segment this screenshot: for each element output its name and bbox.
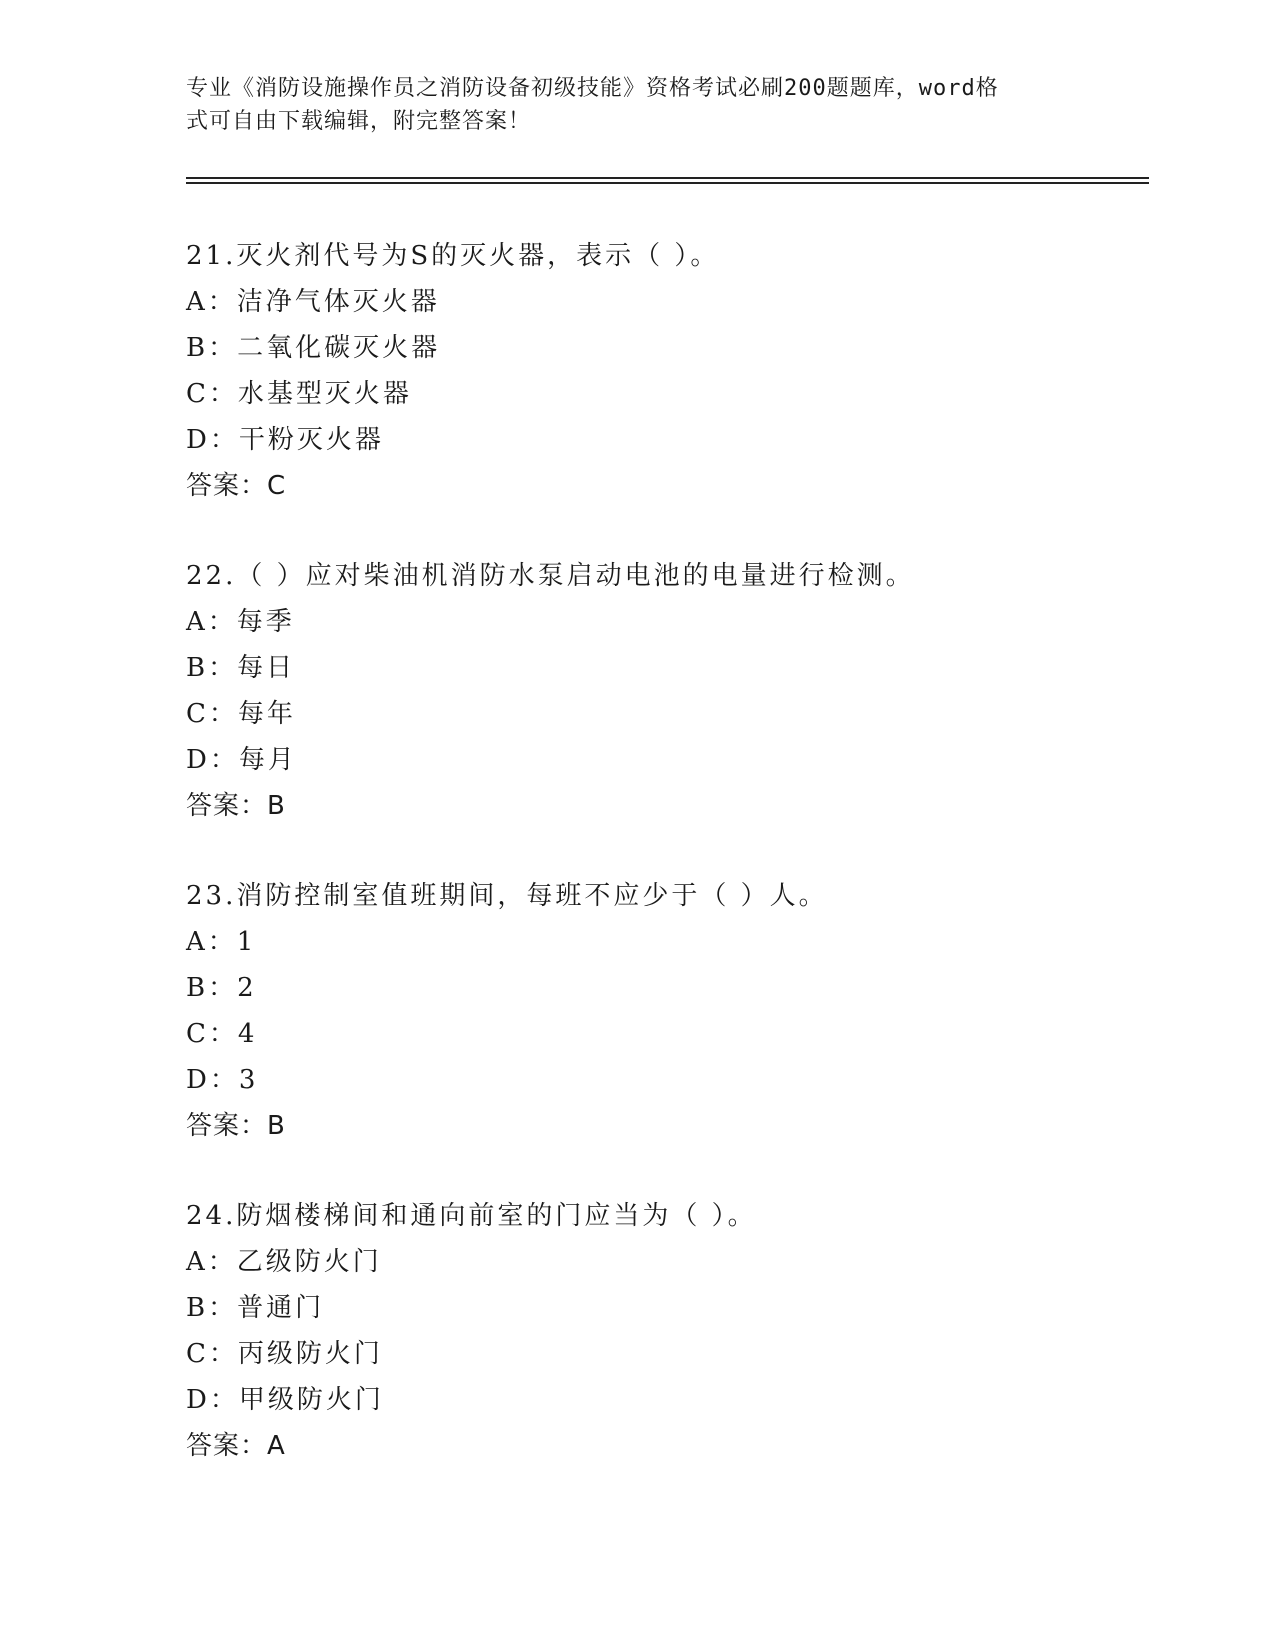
answer-line: 答案：B <box>186 791 286 821</box>
question-block <box>186 233 1149 553</box>
option-a: A：洁净气体灭火器 <box>186 287 440 317</box>
question-list <box>186 233 1149 1513</box>
option-c: C：水基型灭火器 <box>186 379 412 409</box>
option-a: A：每季 <box>186 607 295 637</box>
option-d: D：干粉灭火器 <box>186 425 384 455</box>
header-divider-top <box>186 177 1149 179</box>
option-b: B：每日 <box>186 653 296 683</box>
option-b: B：2 <box>186 973 257 1003</box>
header-line-2: 式可自由下载编辑，附完整答案！ <box>186 109 532 134</box>
option-d: D：每月 <box>186 745 297 775</box>
option-d: D：甲级防火门 <box>186 1385 384 1415</box>
option-c: C：4 <box>186 1019 258 1049</box>
answer-line: 答案：C <box>186 471 287 501</box>
document-header <box>186 72 1066 138</box>
question-block <box>186 873 1149 1193</box>
question-text: 21.灭火剂代号为S的灭火器，表示（ ）。 <box>186 241 720 271</box>
option-d: D：3 <box>186 1065 259 1095</box>
header-divider-bottom <box>186 182 1149 184</box>
question-text: 22.（ ）应对柴油机消防水泵启动电池的电量进行检测。 <box>186 561 915 591</box>
answer-line: 答案：A <box>186 1431 286 1461</box>
option-a: A：乙级防火门 <box>186 1247 382 1277</box>
option-c: C：每年 <box>186 699 296 729</box>
option-c: C：丙级防火门 <box>186 1339 383 1369</box>
option-b: B：普通门 <box>186 1293 325 1323</box>
option-b: B：二氧化碳灭火器 <box>186 333 441 363</box>
question-text: 23.消防控制室值班期间，每班不应少于（ ）人。 <box>186 881 828 911</box>
question-block <box>186 1193 1149 1513</box>
question-block <box>186 553 1149 873</box>
option-a: A：1 <box>186 927 257 957</box>
header-line-1: 专业《消防设施操作员之消防设备初级技能》资格考试必刷200题题库，word格 <box>186 76 999 101</box>
answer-line: 答案：B <box>186 1111 286 1141</box>
question-text: 24.防烟楼梯间和通向前室的门应当为（ ）。 <box>186 1201 757 1231</box>
